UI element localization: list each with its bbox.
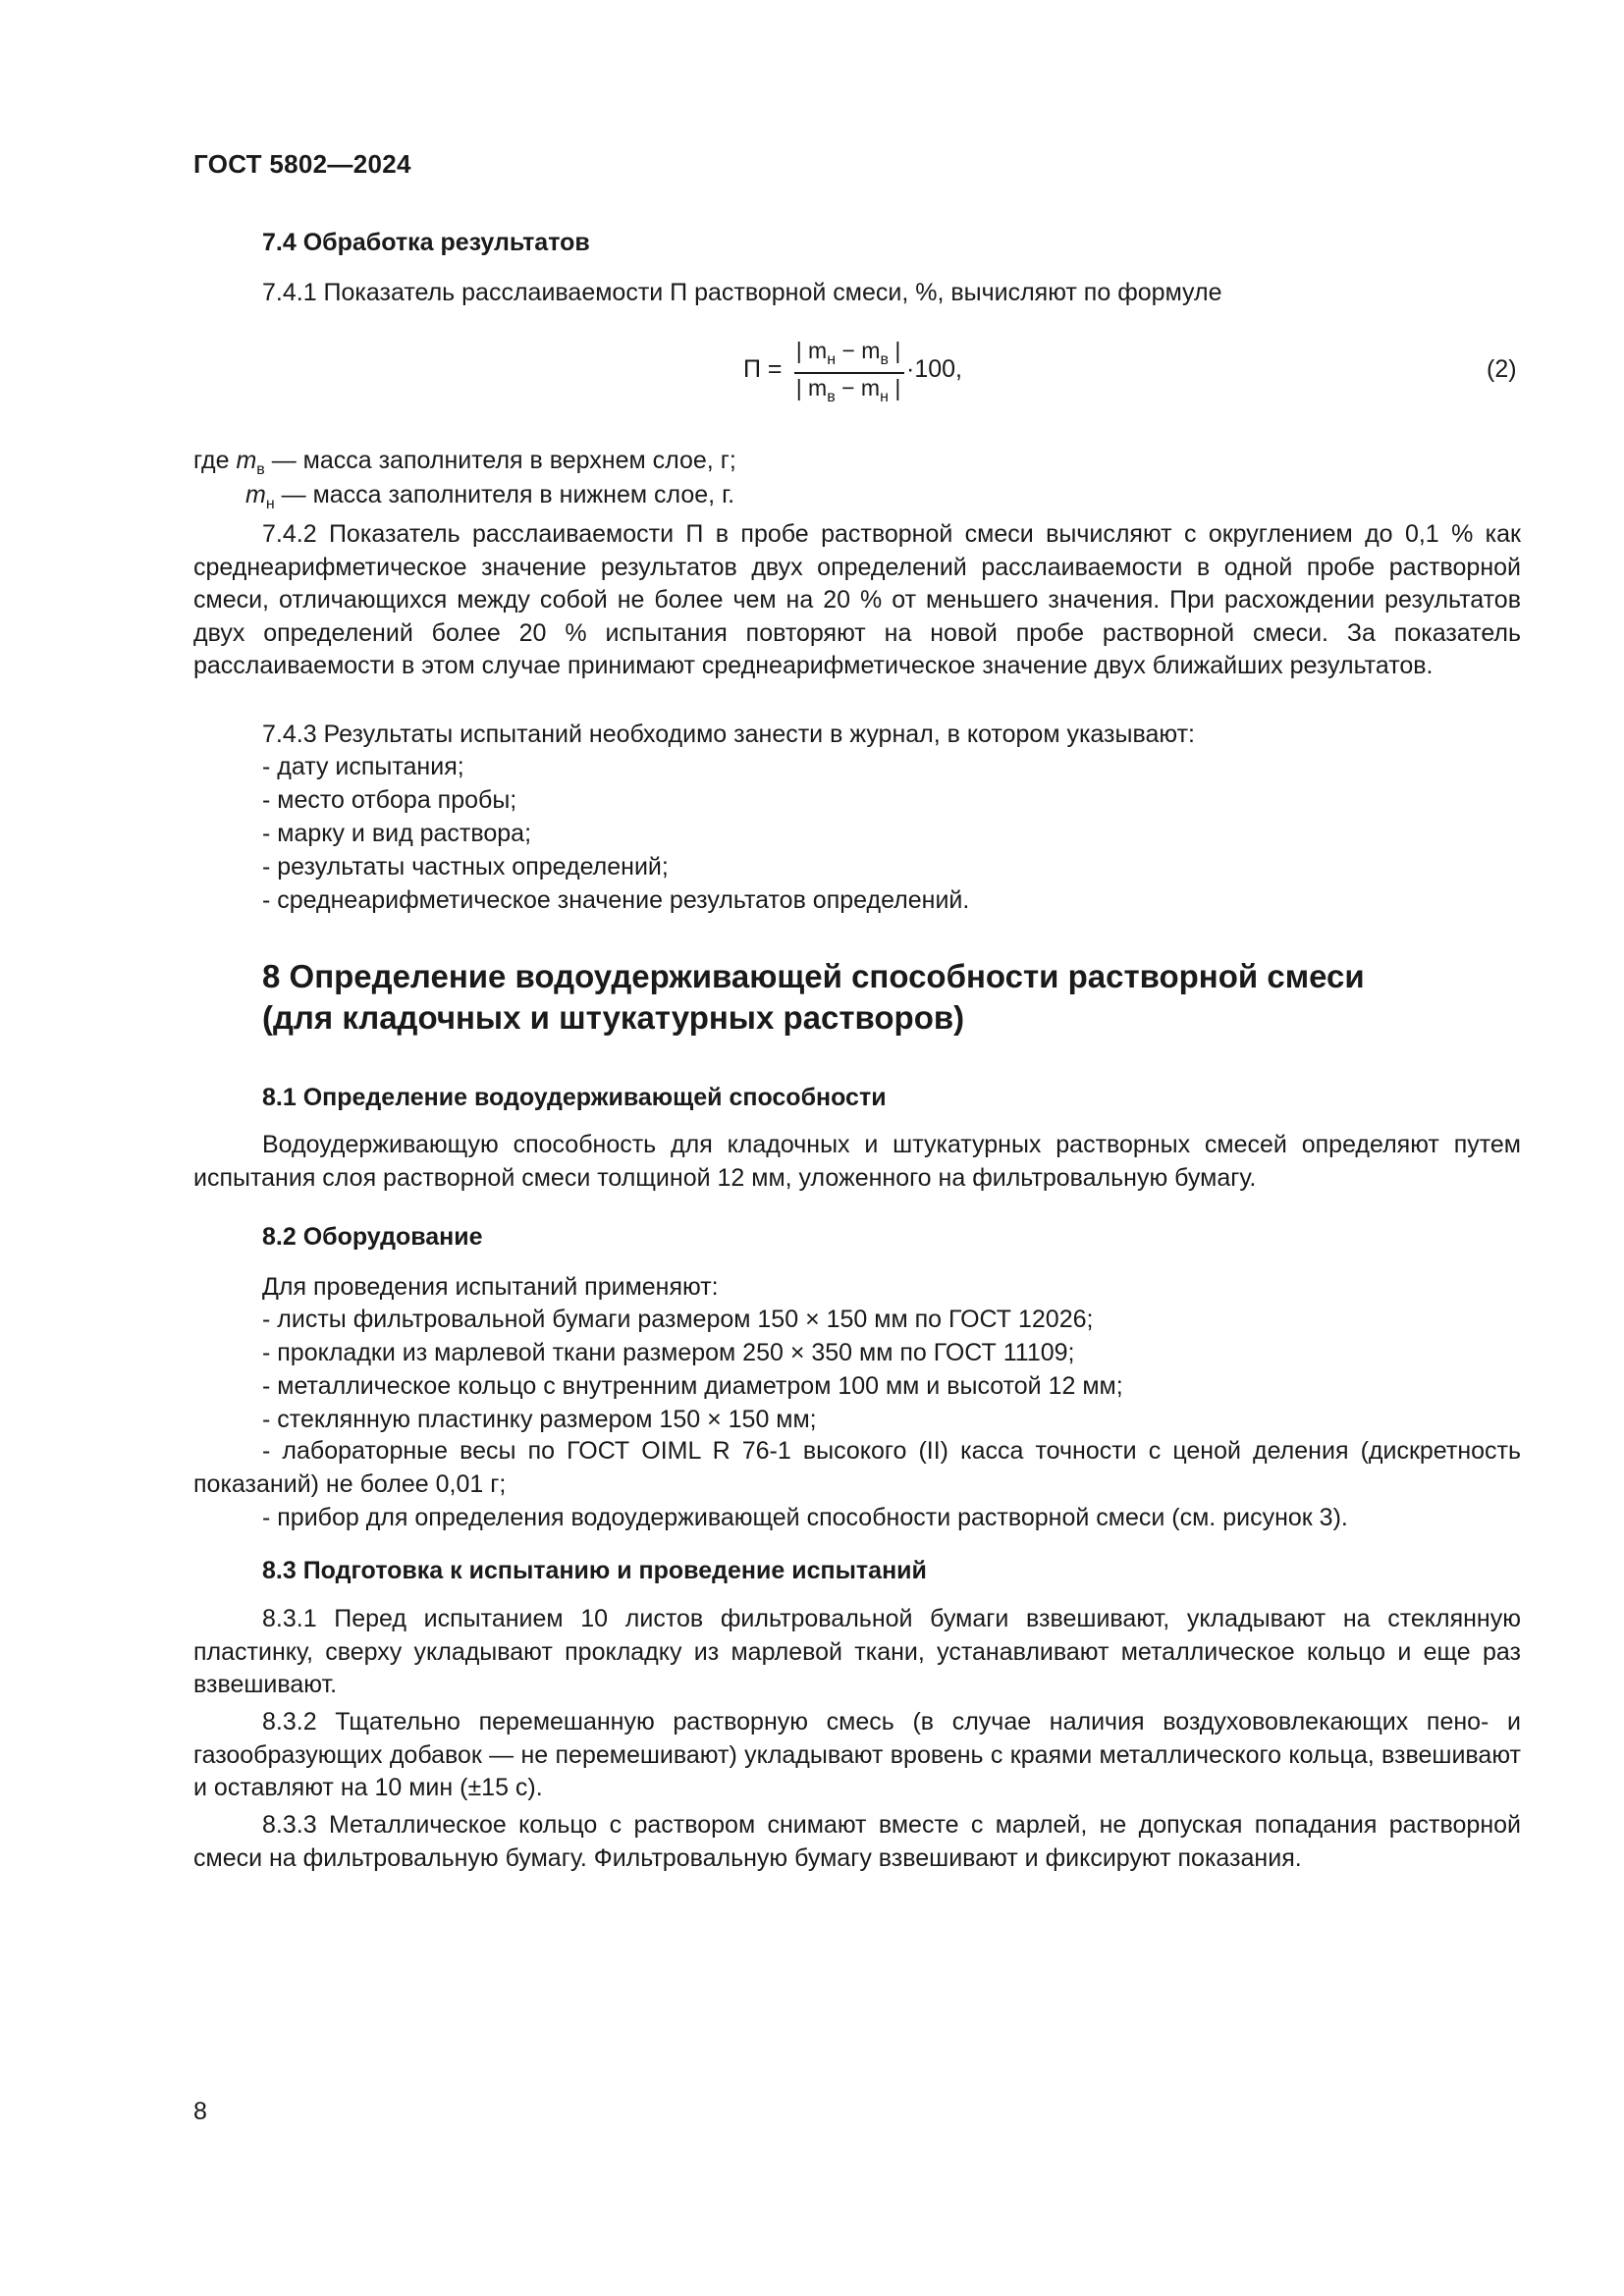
list-item: - марку и вид раствора;	[262, 820, 532, 847]
section-7-4-title: 7.4 Обработка результатов	[262, 229, 590, 256]
section-8-title-line-2: (для кладочных и штукатурных растворов)	[262, 999, 965, 1036]
section-8-3-title: 8.3 Подготовка к испытанию и проведение испытаний	[262, 1557, 927, 1584]
list-item: - прибор для определения водоудерживающей способности растворной смеси (см. рисунок 3).	[262, 1504, 1348, 1531]
paragraph-8-3-2: 8.3.2 Тщательно перемешанную растворную смесь (в случае наличия воздухововлекающих пено- и газообразующих добавок — не перемешивают) укладывают вровень с краями металлического кольца, взвешивают и оставляют на 10 мин (±15 с).	[193, 1708, 1521, 1801]
list-item: - место отбора пробы;	[262, 786, 517, 814]
where-line-1: где $m_в$ — масса заполнителя в верхнем слое, г;	[193, 447, 736, 478]
paragraph-7-4-3: 7.4.3 Результаты испытаний необходимо занести в журнал, в котором указывают:	[262, 721, 1195, 748]
formula-rhs: ·100,	[906, 355, 962, 383]
where-line-2: $m_н$ — масса заполнителя в нижнем слое, г.	[245, 481, 735, 512]
formula-numerator: | $m_н - m_в$ |	[795, 338, 901, 368]
paragraph-8-2-intro: Для проведения испытаний применяют:	[262, 1273, 719, 1301]
paragraph-8-3-1: 8.3.1 Перед испытанием 10 листов фильтровальной бумаги взвешивают, укладывают на стеклянную пластинку, сверху укладывают прокладку из марлевой ткани, устанавливают металлическое кольцо и еще раз взвешивают.	[193, 1605, 1521, 1698]
paragraph-7-4-1: 7.4.1 Показатель расслаиваемости П растворной смеси, %, вычисляют по формуле	[262, 279, 1222, 306]
section-8-1-title: 8.1 Определение водоудерживающей способности	[262, 1084, 887, 1111]
section-8-2-title: 8.2 Оборудование	[262, 1223, 483, 1251]
page-number: 8	[193, 2098, 207, 2125]
document-header: ГОСТ 5802—2024	[193, 149, 411, 179]
equation-number: (2)	[1487, 355, 1517, 383]
fraction-bar	[794, 372, 904, 374]
paragraph-7-4-2: 7.4.2 Показатель расслаиваемости П в пробе растворной смеси вычисляют с округлением до 0,1 % как среднеарифметическое значение результатов двух определений расслаиваемости в одной пробе растворной смеси, отличающихся между собой не более чем на 20 % от меньшего значения. При расхождении результатов двух определений более 20 % испытания повторяют на новой пробе растворной смеси. За показатель расслаиваемости в этом случае принимают среднеарифметическое значение двух ближайших результатов.	[193, 520, 1521, 679]
paragraph-8-3-3: 8.3.3 Металлическое кольцо с раствором снимают вместе с марлей, не допуская попадания растворной смеси на фильтровальную бумагу. Фильтровальную бумагу взвешивают и фиксируют показания.	[193, 1811, 1521, 1872]
paragraph-8-1: Водоудерживающую способность для кладочных и штукатурных растворных смесей определяют путем испытания слоя растворной смеси толщиной 12 мм, уложенного на фильтровальную бумагу.	[193, 1131, 1521, 1192]
list-item: - результаты частных определений;	[262, 853, 669, 881]
list-item-wrapped: - лабораторные весы по ГОСТ OIML R 76-1 высокого (II) касса точности с ценой деления (дискретность показаний) не более 0,01 г;	[193, 1437, 1521, 1498]
section-8-title-line-1: 8 Определение водоудерживающей способности растворной смеси	[262, 958, 1365, 994]
list-item: - среднеарифметическое значение результатов определений.	[262, 886, 970, 914]
list-item: - металлическое кольцо с внутренним диаметром 100 мм и высотой 12 мм;	[262, 1372, 1123, 1400]
list-item: - дату испытания;	[262, 753, 464, 780]
list-item: - прокладки из марлевой ткани размером 250 × 350 мм по ГОСТ 11109;	[262, 1339, 1075, 1366]
formula-lhs: П =	[743, 355, 783, 383]
list-item: - листы фильтровальной бумаги размером 150 × 150 мм по ГОСТ 12026;	[262, 1306, 1094, 1333]
formula-denominator: | $m_в - m_н$ |	[795, 375, 901, 405]
list-item: - стеклянную пластинку размером 150 × 150 мм;	[262, 1406, 817, 1433]
